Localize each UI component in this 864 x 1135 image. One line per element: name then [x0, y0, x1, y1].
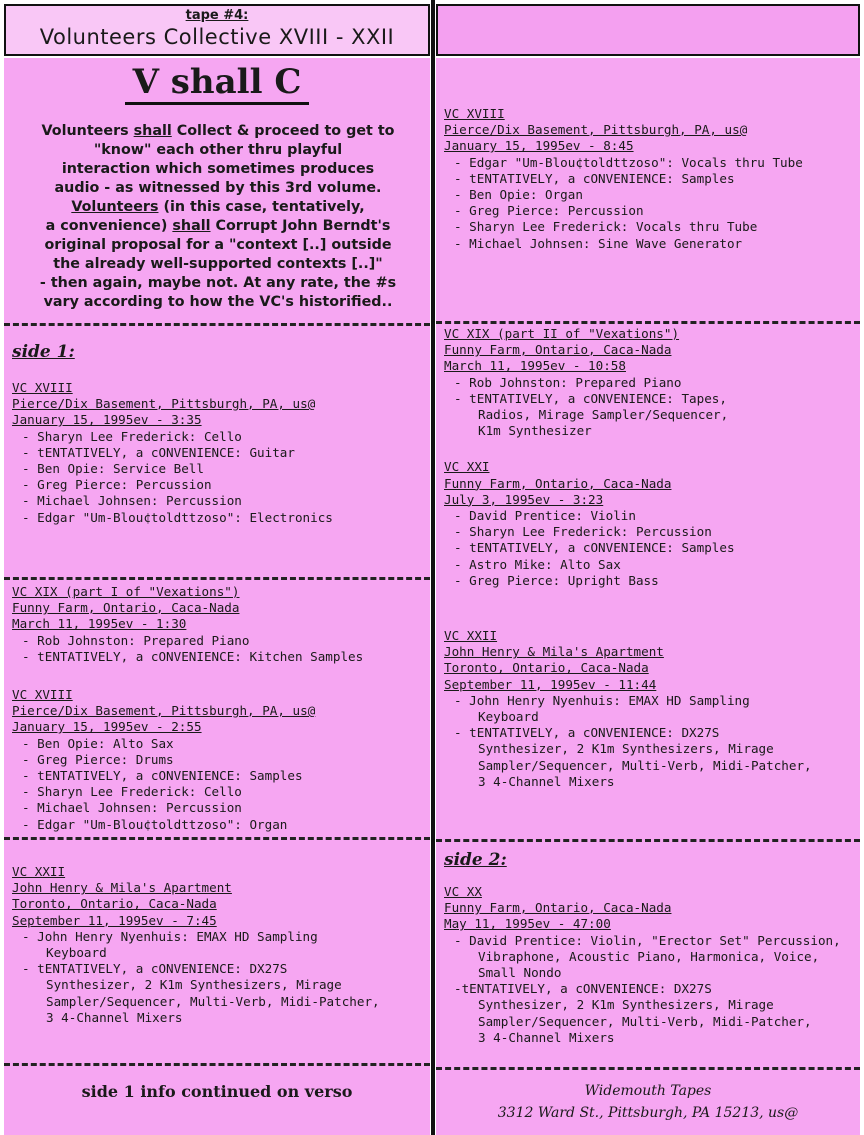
manifesto-segment: original proposal for a "context [..] outside — [44, 237, 392, 253]
performer-line: - Ben Opie: Service Bell — [22, 461, 204, 477]
entry-date: July 3, 1995ev - 3:23 — [444, 491, 604, 507]
manifesto-segment: shall — [133, 123, 172, 139]
entry-title — [444, 459, 860, 475]
entry-location: Pierce/Dix Basement, Pittsburgh, PA, us@ — [12, 396, 316, 412]
label-info — [436, 1080, 860, 1124]
entry-location: Funny Farm, Ontario, Caca-Nada — [12, 600, 240, 616]
manifesto-segment: Volunteers — [41, 123, 134, 139]
performer-line: - tENTATIVELY, a cONVENIENCE: Samples — [22, 768, 303, 784]
manifesto-line — [12, 179, 424, 198]
entry-date: March 11, 1995ev - 1:30 — [12, 616, 187, 632]
manifesto-line — [12, 293, 424, 312]
performer-line: - Ben Opie: Alto Sax — [22, 735, 174, 751]
vc22-left-panel — [4, 840, 430, 1066]
entry-title — [444, 884, 860, 900]
performer-line: - David Prentice: Violin, "Erector Set" Percussion, — [454, 932, 841, 948]
entry-location: John Henry & Mila's Apartment — [444, 644, 664, 660]
entry-title-text: VC XX — [444, 884, 482, 899]
performer-line: - Greg Pierce: Drums — [22, 751, 174, 767]
performer-continued: Sampler/Sequencer, Multi-Verb, Midi-Patcher, — [46, 993, 380, 1009]
performer-line: - Greg Pierce: Upright Bass — [454, 572, 659, 588]
performer-continued: Synthesizer, 2 K1m Synthesizers, Mirage — [46, 977, 342, 993]
manifesto-line — [12, 236, 424, 255]
performer-line: - tENTATIVELY, a cONVENIENCE: DX27S — [22, 961, 288, 977]
manifesto-segment: audio - as witnessed by this 3rd volume. — [54, 180, 382, 196]
performer-line: - Astro Mike: Alto Sax — [454, 556, 621, 572]
performer-continued: Synthesizer, 2 K1m Synthesizers, Mirage — [478, 997, 774, 1013]
performer-line: - tENTATIVELY, a cONVENIENCE: Samples — [454, 540, 735, 556]
side2-label: side 2: — [444, 850, 507, 870]
manifesto-segment: shall — [172, 218, 211, 234]
performer-line: - John Henry Nyenhuis: EMAX HD Sampling — [22, 928, 318, 944]
header-panel — [4, 4, 430, 56]
performer-line: - Sharyn Lee Frederick: Vocals thru Tube — [454, 219, 758, 235]
performer-line: - Rob Johnston: Prepared Piano — [22, 632, 250, 648]
manifesto-segment: Volunteers — [71, 199, 159, 215]
manifesto-segment: vary according to how the VC's historified.. — [43, 294, 393, 310]
entry-date: January 15, 1995ev - 8:45 — [444, 138, 634, 154]
middle-left-panel — [4, 580, 430, 840]
right-panel-2 — [436, 324, 860, 590]
performer-line: - Michael Johnsen: Sine Wave Generator — [454, 235, 743, 251]
entry-date: January 15, 1995ev - 3:35 — [12, 412, 202, 428]
entry-title-text: VC XXII — [12, 864, 66, 879]
performer-line: - John Henry Nyenhuis: EMAX HD Sampling — [454, 692, 750, 708]
side1-label: side 1: — [12, 342, 75, 362]
label-name: Widemouth Tapes — [584, 1083, 712, 1099]
entry-location: Toronto, Ontario, Caca-Nada — [12, 896, 217, 912]
entry-title — [444, 628, 860, 644]
manifesto-line — [12, 160, 424, 179]
performer-line: - Sharyn Lee Frederick: Cello — [22, 428, 242, 444]
right-panel-4 — [436, 842, 860, 1070]
performer-line: - Michael Johnsen: Percussion — [22, 493, 242, 509]
entry-date: September 11, 1995ev - 7:45 — [12, 912, 217, 928]
entry-location: John Henry & Mila's Apartment — [12, 880, 232, 896]
entry-l3 — [12, 687, 430, 833]
performer-continued: K1m Synthesizer — [478, 423, 592, 439]
performer-line: - tENTATIVELY, a cONVENIENCE: Tapes, — [454, 390, 727, 406]
footer-right-panel — [436, 1070, 860, 1135]
performer-line: - Michael Johnsen: Percussion — [22, 800, 242, 816]
entry-title-text: VC XIX — [444, 326, 490, 341]
entry-title-suffix: (part II of "Vexations") — [489, 326, 680, 341]
manifesto-segment: Collect & proceed to get to — [171, 123, 395, 139]
performer-continued: 3 4-Channel Mixers — [478, 1029, 615, 1045]
manifesto-line — [12, 274, 424, 293]
entry-title — [12, 687, 430, 703]
performer-line: - Edgar "Um-Blou¢toldttzoso": Electronics — [22, 509, 333, 525]
manifesto-segment: interaction which sometimes produces — [61, 161, 375, 177]
manifesto-line — [12, 255, 424, 274]
performer-continued: Keyboard — [46, 945, 107, 961]
performer-line: - David Prentice: Violin — [454, 508, 636, 524]
continued-note: side 1 info continued on verso — [81, 1082, 353, 1101]
manifesto-segment: "know" each other thru playful — [93, 142, 343, 158]
entry-r3 — [444, 459, 860, 589]
manifesto-line — [12, 217, 424, 236]
entry-date: September 11, 1995ev - 11:44 — [444, 676, 657, 692]
performer-continued: 3 4-Channel Mixers — [478, 773, 615, 789]
right-panel-3 — [436, 590, 860, 842]
entry-title — [444, 326, 860, 342]
entry-l4 — [12, 864, 430, 1026]
entry-r4 — [444, 628, 860, 790]
manifesto-line — [12, 122, 424, 141]
big-title-text: V shall C — [125, 62, 310, 105]
entry-title-text: VC XXII — [444, 628, 498, 643]
tape-title: Volunteers Collective XVIII - XXII — [39, 25, 395, 49]
entry-title-text: VC XVIII — [12, 380, 73, 395]
fold-divider — [431, 0, 435, 1135]
performer-continued: Small Nondo — [478, 965, 562, 981]
entry-title-text: VC XXI — [444, 459, 490, 475]
performer-continued: Synthesizer, 2 K1m Synthesizers, Mirage — [478, 741, 774, 757]
performer-line: - tENTATIVELY, a cONVENIENCE: Kitchen Samples — [22, 648, 364, 664]
big-title — [4, 62, 430, 102]
entry-r1 — [444, 106, 860, 252]
entry-title — [12, 380, 430, 396]
manifesto-segment: a convenience) — [45, 218, 173, 234]
entry-date: January 15, 1995ev - 2:55 — [12, 719, 202, 735]
intro-panel — [4, 58, 430, 326]
performer-line: - Edgar "Um-Blou¢toldttzoso": Vocals thru Tube — [454, 154, 803, 170]
entry-l1 — [12, 380, 430, 526]
entry-location: Funny Farm, Ontario, Caca-Nada — [444, 900, 672, 916]
entry-r2 — [444, 326, 860, 439]
entry-r5 — [444, 884, 860, 1046]
side1-panel — [4, 326, 430, 580]
entry-title — [12, 864, 430, 880]
performer-line: - tENTATIVELY, a cONVENIENCE: DX27S — [454, 725, 720, 741]
entry-location: Toronto, Ontario, Caca-Nada — [444, 660, 649, 676]
entry-title-text: VC XVIII — [444, 106, 505, 121]
entry-title-text: VC XIX — [12, 584, 58, 599]
performer-line: - Ben Opie: Organ — [454, 187, 583, 203]
manifesto-segment: - then again, maybe not. At any rate, the #s — [39, 275, 397, 291]
manifesto-segment: the already well-supported contexts [..]" — [53, 256, 383, 272]
entry-location: Funny Farm, Ontario, Caca-Nada — [444, 475, 672, 491]
performer-line: - Greg Pierce: Percussion — [22, 477, 212, 493]
performer-line: -tENTATIVELY, a cONVENIENCE: DX27S — [454, 981, 712, 997]
manifesto-segment: (in this case, tentatively, — [158, 199, 365, 215]
entry-date: May 11, 1995ev - 47:00 — [444, 916, 611, 932]
label-address: 3312 Ward St., Pittsburgh, PA 15213, us@ — [497, 1105, 799, 1121]
entry-title — [12, 584, 430, 600]
entry-location: Funny Farm, Ontario, Caca-Nada — [444, 342, 672, 358]
performer-line: - Edgar "Um-Blou¢toldttzoso": Organ — [22, 816, 288, 832]
footer-left-panel — [4, 1066, 430, 1135]
entry-l2 — [12, 584, 430, 665]
top-right-panel — [436, 4, 860, 56]
performer-line: - tENTATIVELY, a cONVENIENCE: Samples — [454, 170, 735, 186]
entry-date: March 11, 1995ev - 10:58 — [444, 358, 626, 374]
right-panel-1 — [436, 58, 860, 324]
entry-location: Pierce/Dix Basement, Pittsburgh, PA, us@ — [12, 703, 316, 719]
entry-location: Pierce/Dix Basement, Pittsburgh, PA, us@ — [444, 122, 748, 138]
entry-title — [444, 106, 860, 122]
entry-title-suffix: (part I of "Vexations") — [57, 584, 240, 599]
performer-continued: Radios, Mirage Sampler/Sequencer, — [478, 407, 729, 423]
performer-continued: Keyboard — [478, 709, 539, 725]
manifesto-line — [12, 141, 424, 160]
performer-line: - Sharyn Lee Frederick: Percussion — [454, 524, 712, 540]
manifesto-line — [12, 198, 424, 217]
performer-line: - Sharyn Lee Frederick: Cello — [22, 784, 242, 800]
performer-line: - tENTATIVELY, a cONVENIENCE: Guitar — [22, 444, 295, 460]
manifesto-segment: Corrupt John Berndt's — [210, 218, 391, 234]
performer-continued: 3 4-Channel Mixers — [46, 1009, 183, 1025]
manifesto — [12, 122, 424, 312]
performer-line: - Rob Johnston: Prepared Piano — [454, 374, 682, 390]
performer-continued: Vibraphone, Acoustic Piano, Harmonica, Voice, — [478, 948, 820, 964]
performer-continued: Sampler/Sequencer, Multi-Verb, Midi-Patcher, — [478, 1013, 812, 1029]
performer-line: - Greg Pierce: Percussion — [454, 203, 644, 219]
tape-number: tape #4: — [185, 8, 249, 23]
entry-title-text: VC XVIII — [12, 687, 73, 703]
performer-continued: Sampler/Sequencer, Multi-Verb, Midi-Patcher, — [478, 757, 812, 773]
